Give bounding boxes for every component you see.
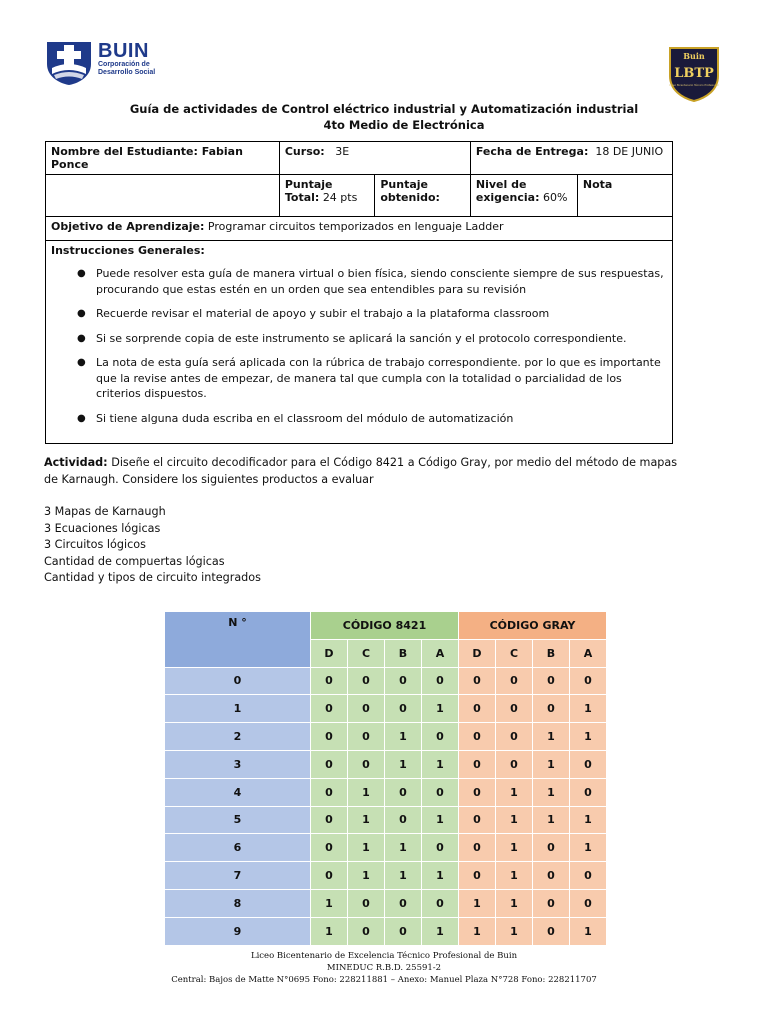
bcd-bit: 1 [348,862,385,890]
bcd-bit: 0 [311,668,348,696]
footer-line: Central: Bajos de Matte N°0695 Fono: 228211881 – Anexo: Manuel Plaza N°728 Fono: 228211707 [171,975,597,985]
brand-subtitle: Corporación de Desarrollo Social [98,61,156,76]
bcd-bit: 0 [348,668,385,696]
guide-title: Guía de actividades de Control eléctrico industrial y Automatización industrial [129,102,639,116]
gray-bit: 1 [459,918,496,946]
gray-bit: 0 [533,695,570,723]
bullet-icon: ● [77,357,86,368]
table-row [165,723,607,751]
bcd-sub-header: D [311,640,348,668]
bcd-bit: 1 [311,918,348,946]
bcd-bit: 0 [348,723,385,751]
row-number: 7 [165,862,311,890]
bcd-sub-header: B [385,640,422,668]
info-table [45,141,673,444]
bcd-bit: 1 [422,695,459,723]
student-name-cell [46,142,280,175]
activity-label: Actividad: [44,456,108,469]
bullet-icon: ● [77,412,86,424]
objective-label: Objetivo de Aprendizaje: [51,220,205,233]
lbtp-logo [666,42,722,102]
bcd-bit: 0 [422,779,459,807]
bcd-bit: 0 [311,779,348,807]
table-row [165,834,607,862]
gray-bit: 0 [496,668,533,696]
score-obtained-sub: obtenido: [380,191,440,204]
gray-bit: 1 [496,918,533,946]
instruction-text: Puede resolver esta guía de manera virtual o bien física, siendo consciente siempre de sus respuestas, procurando que estas estén en un orden que sea entendibles para su revisión [96,267,664,296]
instructions-list [51,266,667,426]
gray-header: CÓDIGO GRAY [459,612,607,640]
gray-bit: 0 [459,723,496,751]
bcd-bit: 0 [385,779,422,807]
gray-bit: 1 [570,918,607,946]
bcd-bit: 0 [385,890,422,918]
bcd-bit: 1 [348,807,385,835]
gray-bit: 1 [570,723,607,751]
gray-bit: 1 [570,807,607,835]
objective-value: Programar circuitos temporizados en lenguaje Ladder [207,220,504,233]
table-row [165,862,607,890]
gray-bit: 1 [459,890,496,918]
gray-bit: 0 [459,695,496,723]
list-item: Cantidad y tipos de circuito integrados [44,571,261,584]
bcd-bit: 0 [422,890,459,918]
bcd-bit: 0 [311,723,348,751]
bcd-bit: 0 [311,807,348,835]
exigency-cell [470,175,577,217]
gray-bit: 1 [496,890,533,918]
gray-bit: 1 [570,834,607,862]
list-item: Cantidad de compuertas lógicas [44,554,225,568]
bullet-icon: ● [77,268,86,279]
table-row [165,918,607,946]
grade-label: Nota [582,178,613,191]
list-item [51,331,667,347]
row-number: 3 [165,751,311,779]
conversion-table [165,612,607,946]
brand-name: BUIN [98,40,149,62]
bullet-icon: ● [77,308,86,319]
due-date-cell [470,142,672,175]
instructions-cell [46,241,673,444]
school-crest-icon [666,42,722,102]
table-row [165,807,607,835]
gray-sub-header: C [496,640,533,668]
instruction-text: Si tiene alguna duda escriba en el classroom del módulo de automatización [96,411,514,425]
bcd-bit: 0 [385,695,422,723]
instruction-text: Si se sorprende copia de este instrumento se aplicará la sanción y el protocolo correspondiente. [96,331,627,345]
gray-bit: 0 [496,695,533,723]
gray-bit: 0 [570,668,607,696]
bcd-bit: 1 [348,779,385,807]
bcd-bit: 0 [311,834,348,862]
gray-bit: 0 [570,779,607,807]
products-list [44,504,261,587]
bcd-bit: 1 [385,751,422,779]
gray-bit: 1 [570,695,607,723]
bcd-bit: 1 [385,834,422,862]
list-item [51,266,667,297]
gray-bit: 0 [570,751,607,779]
gray-bit: 0 [496,751,533,779]
bcd-bit: 0 [348,751,385,779]
footer [0,950,768,986]
table-row [165,695,607,723]
empty-cell [46,175,280,217]
list-item [51,411,667,427]
crest-mark: LBTP [674,66,714,81]
table-row [165,668,607,696]
bcd-bit: 1 [385,723,422,751]
bcd-bit: 1 [422,918,459,946]
course-value: 3E [335,145,350,158]
bcd-bit: 0 [348,890,385,918]
bcd-bit: 0 [385,807,422,835]
list-item [51,355,667,402]
gray-bit: 0 [459,779,496,807]
activity-paragraph [44,455,684,488]
crest-caption: Liceo Bicentenario Técnico Profesional [669,84,719,87]
gray-bit: 0 [533,918,570,946]
table-row [165,751,607,779]
exigency-value: 60% [542,191,568,204]
score-total-label: Puntaje [284,178,333,191]
bcd-bit: 0 [385,918,422,946]
bcd-bit: 1 [311,890,348,918]
gray-bit: 1 [533,751,570,779]
list-item: 3 Mapas de Karnaugh [44,505,166,518]
bcd-bit: 0 [311,862,348,890]
bcd-bit: 1 [422,751,459,779]
bcd-sub-header: C [348,640,385,668]
n-header: N ° [165,612,311,668]
objective-cell [46,217,673,241]
bcd-bit: 0 [348,918,385,946]
course-cell [279,142,470,175]
footer-line: Liceo Bicentenario de Excelencia Técnico Profesional de Buin [250,951,518,961]
row-number: 4 [165,779,311,807]
list-item [51,306,667,322]
gray-bit: 1 [496,779,533,807]
row-number: 2 [165,723,311,751]
gray-bit: 0 [533,668,570,696]
bcd-bit: 0 [311,695,348,723]
gray-bit: 0 [459,834,496,862]
course-label: Curso: [284,145,325,158]
table-row [165,890,607,918]
bcd-bit: 0 [348,695,385,723]
score-total-value: 24 pts [322,191,358,204]
guide-subtitle: 4to Medio de Electrónica [323,118,485,132]
score-obtained-label: Puntaje [380,178,428,191]
gray-sub-header: A [570,640,607,668]
bcd-bit: 1 [422,807,459,835]
footer-line: MINEDUC R.B.D. 25591-2 [326,963,442,973]
row-number: 5 [165,807,311,835]
gray-bit: 0 [533,862,570,890]
shield-icon [44,38,94,86]
gray-bit: 0 [459,751,496,779]
due-date-label: Fecha de Entrega: [475,145,589,158]
crest-top-text: Buin [683,51,705,61]
gray-bit: 0 [496,723,533,751]
activity-text: Diseñe el circuito decodificador para el Código 8421 a Código Gray, por medio del método de mapas de Karnaugh. Considere los siguientes productos a evaluar [44,456,678,486]
row-number: 0 [165,668,311,696]
row-number: 6 [165,834,311,862]
score-obtained-cell [375,175,471,217]
bullet-icon: ● [77,332,86,344]
gray-bit: 1 [496,862,533,890]
bcd-bit: 0 [385,668,422,696]
bcd-bit: 0 [422,834,459,862]
list-item: 3 Ecuaciones lógicas [44,521,161,535]
row-number: 9 [165,918,311,946]
table-row [165,779,607,807]
gray-bit: 0 [459,807,496,835]
bcd-bit: 1 [385,862,422,890]
gray-bit: 1 [496,834,533,862]
instructions-label: Instrucciones Generales: [51,244,205,257]
bcd-header: CÓDIGO 8421 [311,612,459,640]
bcd-bit: 0 [422,723,459,751]
grade-cell [577,175,672,217]
bcd-sub-header: A [422,640,459,668]
gray-bit: 0 [570,890,607,918]
gray-bit: 0 [459,862,496,890]
gray-bit: 1 [496,807,533,835]
list-item: 3 Circuitos lógicos [44,538,146,551]
student-name: Nombre del Estudiante: Fabian Ponce [51,145,243,171]
bcd-bit: 0 [311,751,348,779]
row-number: 8 [165,890,311,918]
gray-sub-header: D [459,640,496,668]
gray-sub-header: B [533,640,570,668]
gray-bit: 0 [459,668,496,696]
gray-bit: 1 [533,779,570,807]
row-number: 1 [165,695,311,723]
gray-bit: 1 [533,807,570,835]
score-total-sub: Total: [284,191,320,204]
bcd-bit: 1 [348,834,385,862]
due-date-value: 18 DE JUNIO [595,145,664,158]
instruction-text: La nota de esta guía será aplicada con la rúbrica de trabajo correspondiente. por lo que es importante que la revise antes de empezar, de manera tal que cumpla con la totalidad o parcialidad de los criterios dispuestos. [96,356,661,400]
bcd-bit: 0 [422,668,459,696]
bcd-bit: 1 [422,862,459,890]
exigency-sub: exigencia: [475,191,540,204]
gray-bit: 0 [533,890,570,918]
gray-bit: 1 [533,723,570,751]
score-total-cell [279,175,375,217]
instruction-text: Recuerde revisar el material de apoyo y subir el trabajo a la plataforma classroom [96,307,550,320]
gray-bit: 0 [570,862,607,890]
buin-logo [44,38,184,86]
gray-bit: 0 [533,834,570,862]
exigency-label: Nivel de [475,178,527,191]
